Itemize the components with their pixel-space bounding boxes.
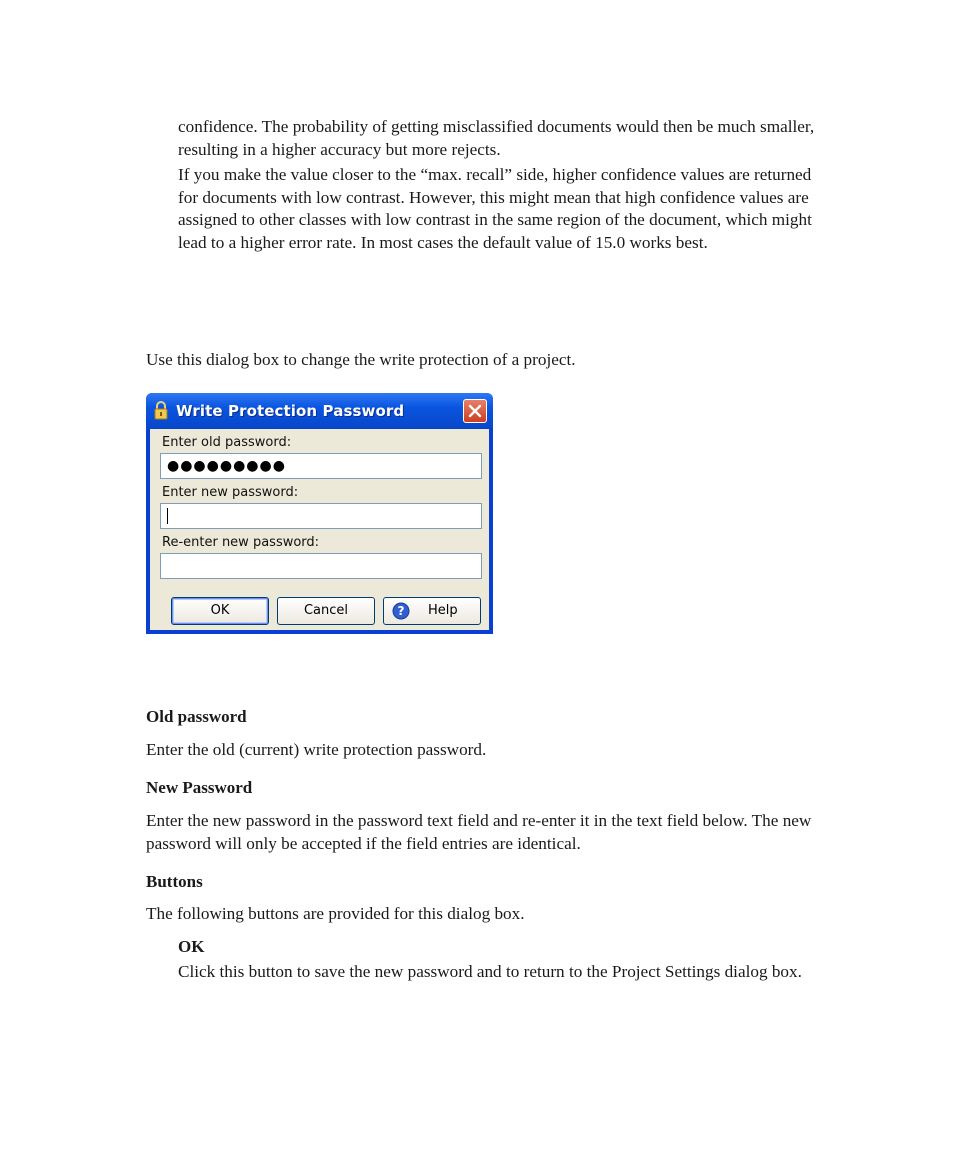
new-password-label: Enter new password: <box>162 485 299 500</box>
help-label: Help <box>428 603 458 618</box>
new-password-field[interactable] <box>160 503 482 529</box>
lock-icon <box>154 400 168 420</box>
heading-new-password: New Password <box>146 778 253 797</box>
paragraph-confidence: confidence. The probability of getting misclassified documents would then be much smaller, resulting in a higher accuracy but more rejects. <box>178 117 815 159</box>
dialog-title: Write Protection Password <box>176 402 405 420</box>
close-icon <box>464 400 486 422</box>
text-buttons: The following buttons are provided for this dialog box. <box>146 904 525 923</box>
cancel-button[interactable]: Cancel <box>277 597 375 625</box>
text-old-password: Enter the old (current) write protection password. <box>146 740 487 759</box>
reenter-password-field[interactable] <box>160 553 482 579</box>
dialog-titlebar[interactable] <box>146 393 493 429</box>
heading-old-password: Old password <box>146 707 247 726</box>
help-icon <box>392 602 410 620</box>
write-protection-dialog <box>146 393 493 634</box>
old-password-label: Enter old password: <box>162 435 292 450</box>
heading-buttons: Buttons <box>146 872 203 891</box>
heading-ok: OK <box>178 937 205 956</box>
svg-text:?: ? <box>397 604 405 618</box>
help-button[interactable] <box>383 597 481 625</box>
reenter-password-label: Re-enter new password: <box>162 535 320 550</box>
close-button[interactable] <box>463 399 487 423</box>
text-ok: Click this button to save the new password and to return to the Project Settings dialog box. <box>178 962 802 981</box>
dialog-body <box>150 429 489 630</box>
paragraph-intro: Use this dialog box to change the write protection of a project. <box>146 350 576 369</box>
paragraph-max-recall: If you make the value closer to the “max. recall” side, higher confidence values are returned for documents with low contrast. However, this might mean that high confidence values are assigned to other classes with low contrast in the same region of the document, which might lead to a higher error rate. In most cases the default value of 15.0 works best. <box>178 165 812 252</box>
old-password-field[interactable]: ●●●●●●●●● <box>160 453 482 479</box>
text-new-password: Enter the new password in the password text field and re-enter it in the text field below. The new password will only be accepted if the field entries are identical. <box>146 811 812 853</box>
text-caret <box>167 508 168 524</box>
ok-button[interactable]: OK <box>171 597 269 625</box>
